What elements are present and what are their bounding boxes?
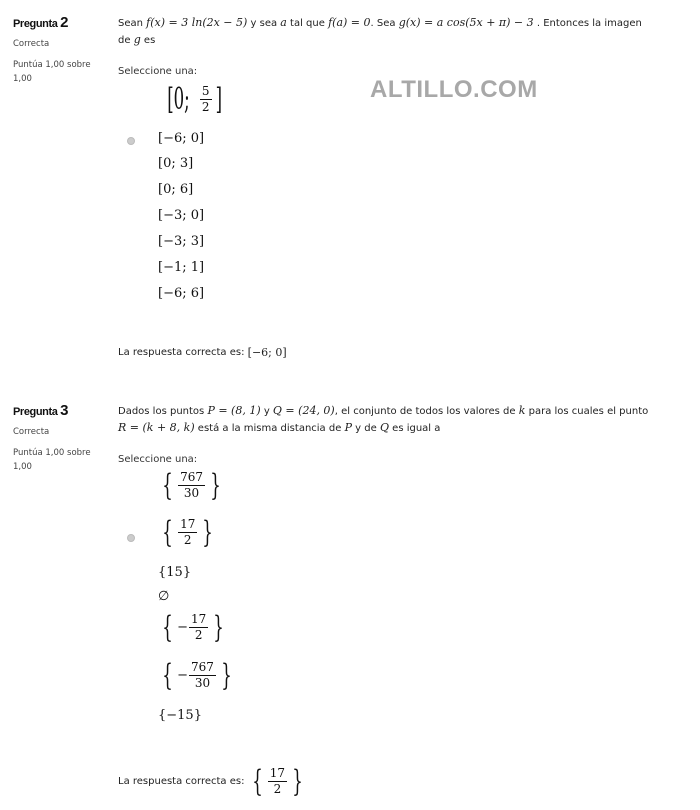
answer-option-5[interactable] [158,609,228,645]
answer-option-3[interactable]: {15} [158,565,192,580]
brace: { [162,609,173,645]
fraction: $\frac{767}{30}$ [191,660,214,690]
brace: } [213,609,225,645]
feedback-answer [248,763,307,799]
fraction: $\frac{17}{2}$ [269,766,286,796]
bracket: ] [215,81,222,117]
math: f(a) = 0 [328,16,371,29]
question-number [13,14,109,31]
brace: { [162,657,173,693]
question-info-2 [13,14,109,86]
brace: } [221,657,232,693]
text: de [118,35,131,46]
text: , el conjunto de todos los valores de [334,406,516,417]
answer-option-1[interactable] [158,467,225,503]
question-grade: Puntúa 1,00 sobre 1,00 [13,448,91,472]
fraction: $\frac{17}{2}$ [180,517,196,547]
question-label: Pregunta [13,406,58,418]
brace: } [202,514,214,550]
text: . Entonces la imagen [536,18,642,29]
math: Q [379,421,389,434]
answer-option-2[interactable] [158,514,217,550]
question-state: Correcta [13,427,50,437]
answer-option-4[interactable]: [0; 6] [158,182,194,197]
question-number [13,402,109,419]
bracket: [0; [167,81,190,117]
fraction: $\frac{5}{2}$ [201,84,210,114]
question-grade: Puntúa 1,00 sobre 1,00 [13,60,91,84]
answer-option-5[interactable]: [−3; 0] [158,208,205,223]
question-label: Pregunta [13,18,58,30]
question-number-value: 3 [60,402,69,419]
answer-options-3 [118,0,418,740]
fraction: $\frac{767}{30}$ [180,470,203,500]
watermark: ALTILLO.COM [370,76,538,103]
brace: { [162,467,173,503]
brace: { [162,514,173,550]
math: g(x) = a cos(5x + π) − 3 [398,16,534,29]
answer-option-6[interactable] [158,657,236,693]
text: es [143,35,156,46]
text: está a la misma distancia de [197,423,342,434]
minus-sign: − [177,668,188,683]
text: Sean [118,18,143,29]
text: es igual a [392,423,441,434]
brace: } [210,467,221,503]
math: Q = (24, 0) [272,404,335,417]
feedback-answer: [−6; 0] [247,346,287,359]
text: . Sea [370,18,396,29]
answer-option-8[interactable]: [−6; 6] [158,286,205,301]
text: y sea [250,18,278,29]
feedback-label: La respuesta correcta es: [118,347,245,358]
math: R = (k + 8, k) [118,421,195,434]
text: y [263,406,270,417]
correct-answer-feedback [118,763,307,799]
answer-option-6[interactable]: [−3; 3] [158,234,205,249]
answer-option-4[interactable]: ∅ [158,589,170,604]
question-state: Correcta [13,39,50,49]
brace: } [292,763,303,799]
select-prompt: Seleccione una: [118,66,198,77]
question-info-3 [13,402,109,474]
answer-option-7[interactable]: {−15} [158,708,202,723]
answer-option-7[interactable]: [−1; 1] [158,260,205,275]
text: para los cuales el punto [528,406,649,417]
minus-sign: − [177,620,188,635]
math: a [280,16,287,29]
brace: { [251,763,263,799]
math: g [133,33,141,46]
math: f(x) = 3 ln(2x − 5) [146,16,248,29]
feedback-label: La respuesta correcta es: [118,776,245,787]
select-prompt: Seleccione una: [118,454,198,465]
text: tal que [290,18,325,29]
text: y de [355,423,377,434]
answer-option-2[interactable]: [−6; 0] [158,131,205,146]
radio-button[interactable] [127,534,135,542]
answer-option-3[interactable]: [0; 3] [158,156,194,171]
fraction: $\frac{17}{2}$ [191,612,207,642]
text: Dados los puntos [118,406,205,417]
math: P [344,421,352,434]
math: P = (8, 1) [207,404,261,417]
question-number-value: 2 [60,14,69,31]
math: k [518,404,526,417]
